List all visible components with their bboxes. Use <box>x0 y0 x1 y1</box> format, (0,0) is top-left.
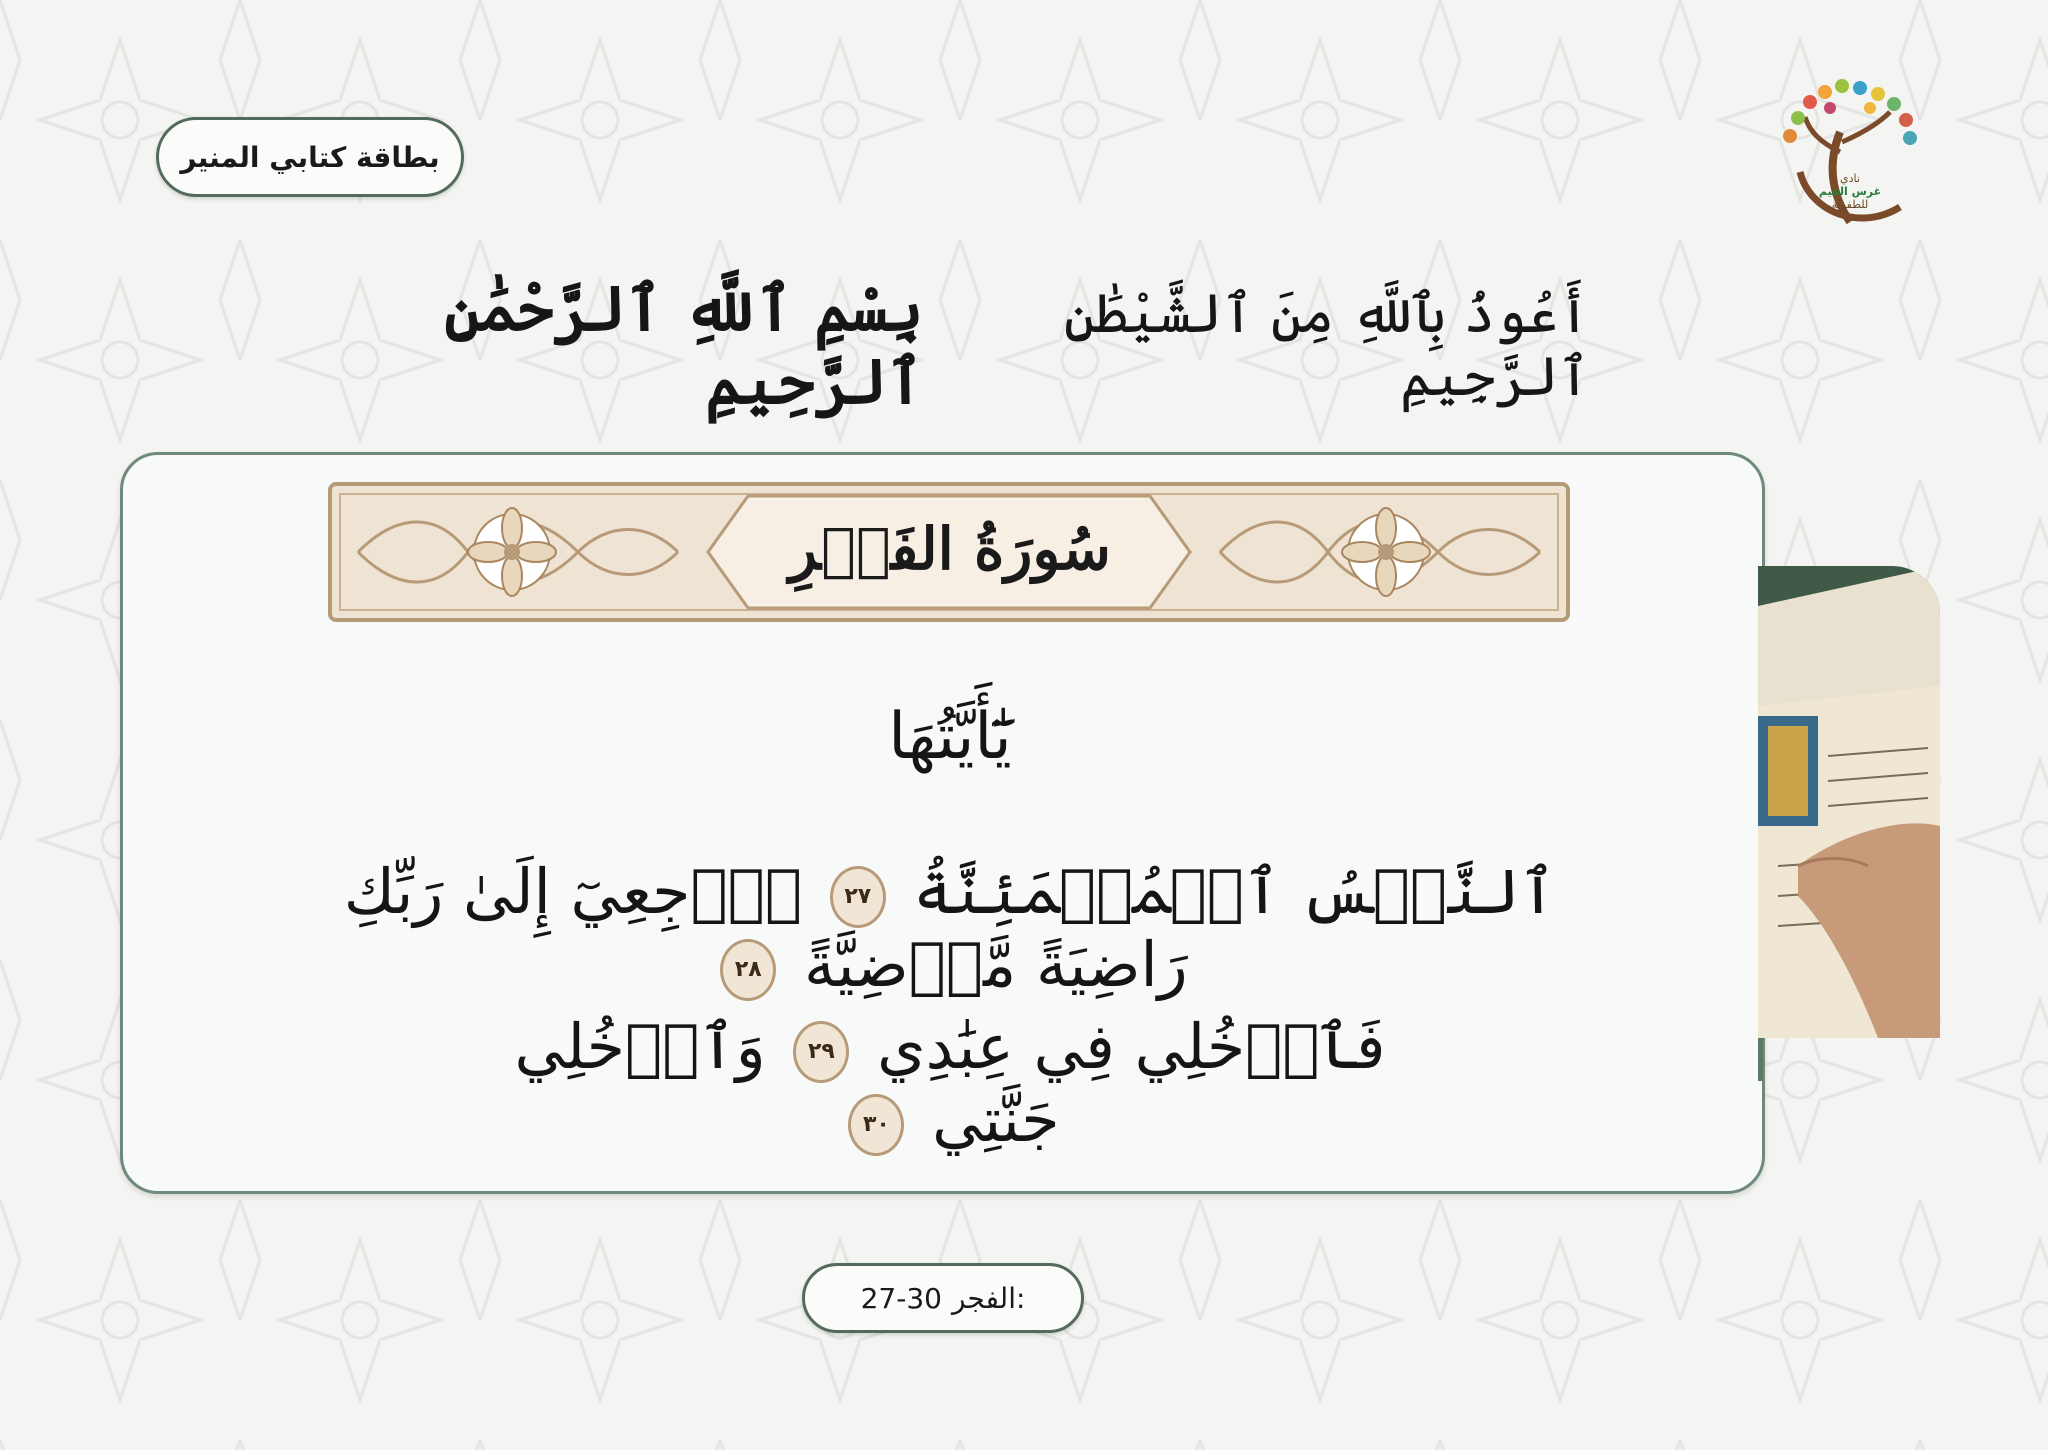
verse-text: وَٱدۡخُلِي جَنَّتِي <box>514 1010 1060 1156</box>
card-title-badge <box>156 117 464 197</box>
ayah-number-marker: ٢٩ <box>793 1021 849 1083</box>
surah-title: سُورَةُ الفَجۡرِ <box>789 515 1111 583</box>
card-title-label: بطاقة كتابي المنير <box>180 140 440 174</box>
reference-range: 27-30 <box>860 1281 942 1315</box>
logo-text <box>1810 172 1890 211</box>
verse-text: ٱرۡجِعِيٓ إِلَىٰ رَبِّكِ رَاضِيَةً مَّرۡضِيَّةً <box>343 855 1188 1001</box>
opening-header <box>270 272 1590 418</box>
ayah-number-marker: ٢٧ <box>830 866 886 928</box>
logo-line: نادي <box>1840 172 1860 185</box>
reference-surah: الفجر: <box>951 1281 1026 1315</box>
verse-reference <box>802 1263 1084 1333</box>
verse-line-1: يَٰٓأَيَّتُهَا <box>888 700 1012 774</box>
verse-line-3 <box>500 1010 1400 1156</box>
basmala-text: بِسْمِ ٱللَّهِ ٱلرَّحْمَٰنِ ٱلرَّحِيمِ <box>444 272 924 418</box>
quran-reading-photo <box>1758 566 1940 1038</box>
ayah-number-marker: ٢٨ <box>720 939 776 1001</box>
logo-line: للطفولة <box>1831 198 1869 211</box>
verse-text: ٱلنَّفۡسُ ٱلۡمُطۡمَئِنَّةُ <box>913 855 1557 928</box>
verse-text: فَٱدۡخُلِي فِي عِبَٰدِي <box>877 1010 1386 1083</box>
logo-line: غرس القيم <box>1818 185 1882 198</box>
istiadha-text: أَعُوذُ بِٱللَّهِ مِنَ ٱلشَّيْطَٰنِ ٱلرَّجِيمِ <box>1063 282 1590 408</box>
verse-line-2 <box>330 855 1570 1001</box>
ayah-number-marker: ٣٠ <box>848 1094 904 1156</box>
